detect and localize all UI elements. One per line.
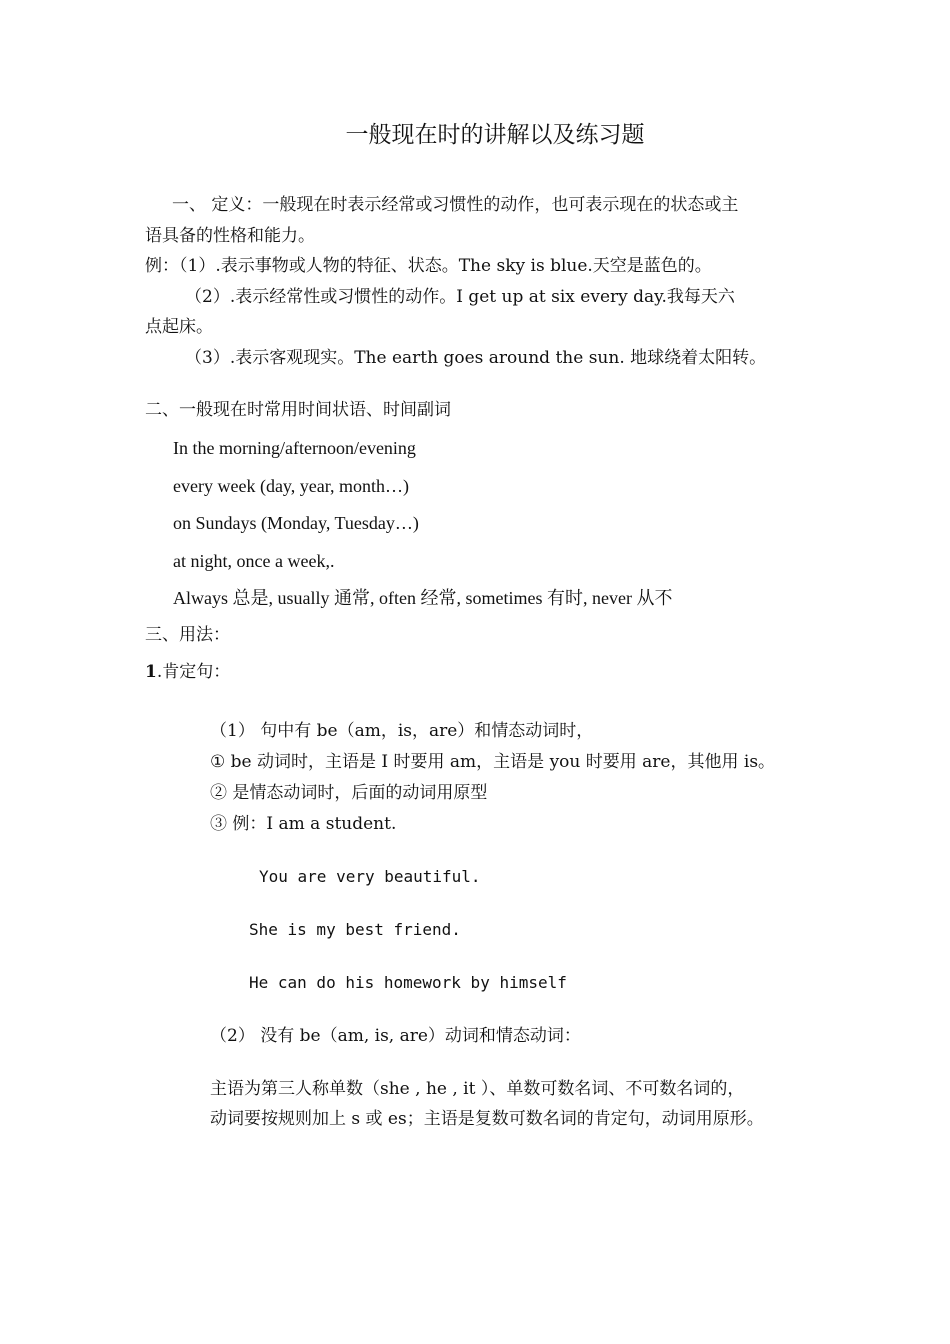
time-adverbial-item: at night, once a week,. [173,551,335,571]
example-2-line-1: （2）.表示经常性或习惯性的动作。I get up at six every day.我每天六 [185,287,735,307]
example-2-line-2: 点起床。 [145,317,213,337]
time-adverbial-item: every week (day, year, month…) [173,476,410,496]
time-adverbial-item: In the morning/afternoon/evening [173,438,416,458]
subsection-label: .肯定句： [156,662,231,682]
time-adverbial-item: on Sundays (Monday, Tuesday…) [173,513,419,533]
rule-1-point-b: ② 是情态动词时，后面的动词用原型 [210,783,488,803]
section-3-heading: 三、用法： [145,625,230,645]
subsection-1-heading [145,661,230,683]
rule-1-point-c: ③ 例：I am a student. [210,814,397,834]
example-1: 例：（1）.表示事物或人物的特征、状态。The sky is blue.天空是蓝色的。 [145,256,712,276]
page-title: 一般现在时的讲解以及练习题 [345,122,645,148]
time-adverbial-item: Always 总是, usually 通常, often 经常, sometimes 有时, never 从不 [173,588,673,608]
example-3: （3）.表示客观现实。The earth goes around the sun. 地球绕着太阳转。 [185,348,767,368]
definition-line-1: 一、 定义：一般现在时表示经常或习惯性的动作，也可表示现在的状态或主 [172,195,739,215]
section-2-heading: 二、一般现在时常用时间状语、时间副词 [145,400,451,420]
example-sentence: He can do his homework by himself [249,973,567,992]
rule-2-text-line-2: 动词要按规则加上 s 或 es；主语是复数可数名词的肯定句，动词用原形。 [210,1109,764,1129]
example-sentence: She is my best friend. [249,920,461,939]
rule-2-heading: （2） 没有 be（am, is, are）动词和情态动词： [210,1026,581,1046]
rule-1-heading: （1） 句中有 be（am，is，are）和情态动词时， [210,721,594,741]
example-sentence: You are very beautiful. [259,867,481,886]
definition-line-2: 语具备的性格和能力。 [145,226,315,246]
subsection-number: 1 [145,662,157,682]
rule-2-text-line-1: 主语为第三人称单数（she , he , it ）、单数可数名词、不可数名词的， [210,1079,745,1099]
rule-1-point-a: ① be 动词时，主语是 I 时要用 am，主语是 you 时要用 are，其他用 is。 [210,752,776,772]
